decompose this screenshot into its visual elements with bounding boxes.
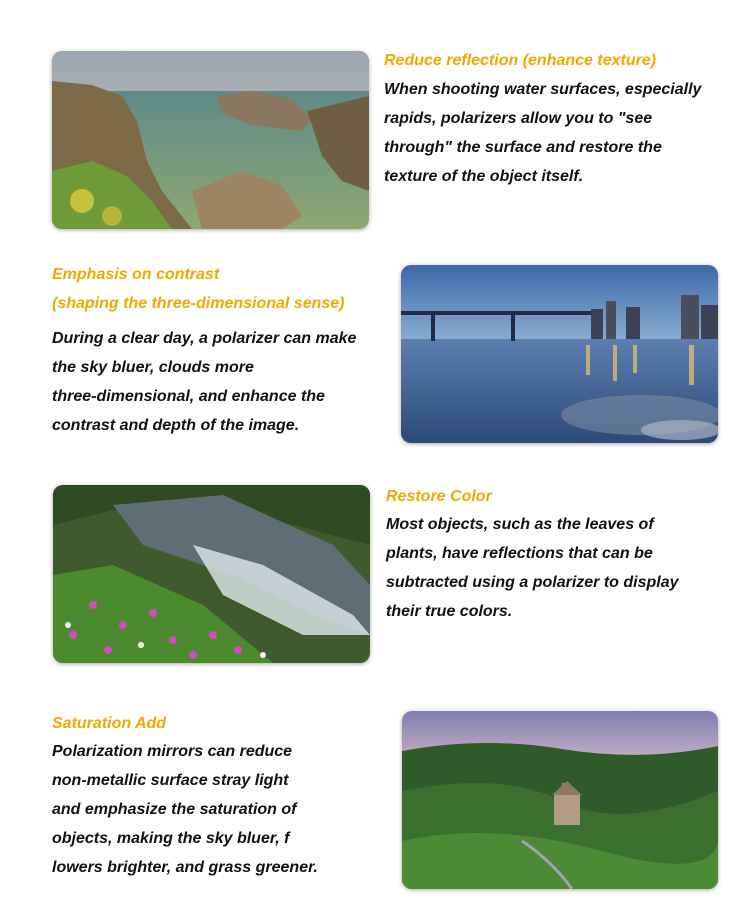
forest-castle-photo bbox=[402, 711, 718, 889]
section-body-line: texture of the object itself. bbox=[384, 168, 584, 185]
section-body-line: plants, have reflections that can be bbox=[386, 545, 653, 562]
section-body-line: During a clear day, a polarizer can make bbox=[52, 330, 357, 347]
section-body-line: objects, making the sky bluer, f bbox=[52, 830, 290, 847]
section-heading: Reduce reflection (enhance texture) bbox=[384, 52, 657, 69]
section-body-line: When shooting water surfaces, especially bbox=[384, 81, 702, 98]
section-body-line: the sky bluer, clouds more bbox=[52, 359, 254, 376]
section-heading: Restore Color bbox=[386, 488, 492, 505]
section-body-line: contrast and depth of the image. bbox=[52, 417, 300, 434]
section-body-line: through" the surface and restore the bbox=[384, 139, 662, 156]
section-body-line: three-dimensional, and enhance the bbox=[52, 388, 325, 405]
section-heading: (shaping the three-dimensional sense) bbox=[52, 295, 345, 312]
section-body-line: Polarization mirrors can reduce bbox=[52, 743, 293, 760]
section-body-line: subtracted using a polarizer to display bbox=[386, 574, 679, 591]
section-body-line: Most objects, such as the leaves of bbox=[386, 516, 654, 533]
stream-flowers-photo bbox=[53, 485, 370, 663]
section-body-line: their true colors. bbox=[386, 603, 513, 620]
section-heading: Emphasis on contrast bbox=[52, 266, 220, 283]
section-body-line: lowers brighter, and grass greener. bbox=[52, 859, 318, 876]
section-body-line: and emphasize the saturation of bbox=[52, 801, 297, 818]
city-river-night-photo bbox=[401, 265, 718, 443]
section-body-line: rapids, polarizers allow you to "see bbox=[384, 110, 653, 127]
coastal-cove-photo bbox=[52, 51, 369, 229]
section-heading: Saturation Add bbox=[52, 715, 167, 732]
section-body-line: non-metallic surface stray light bbox=[52, 772, 289, 789]
